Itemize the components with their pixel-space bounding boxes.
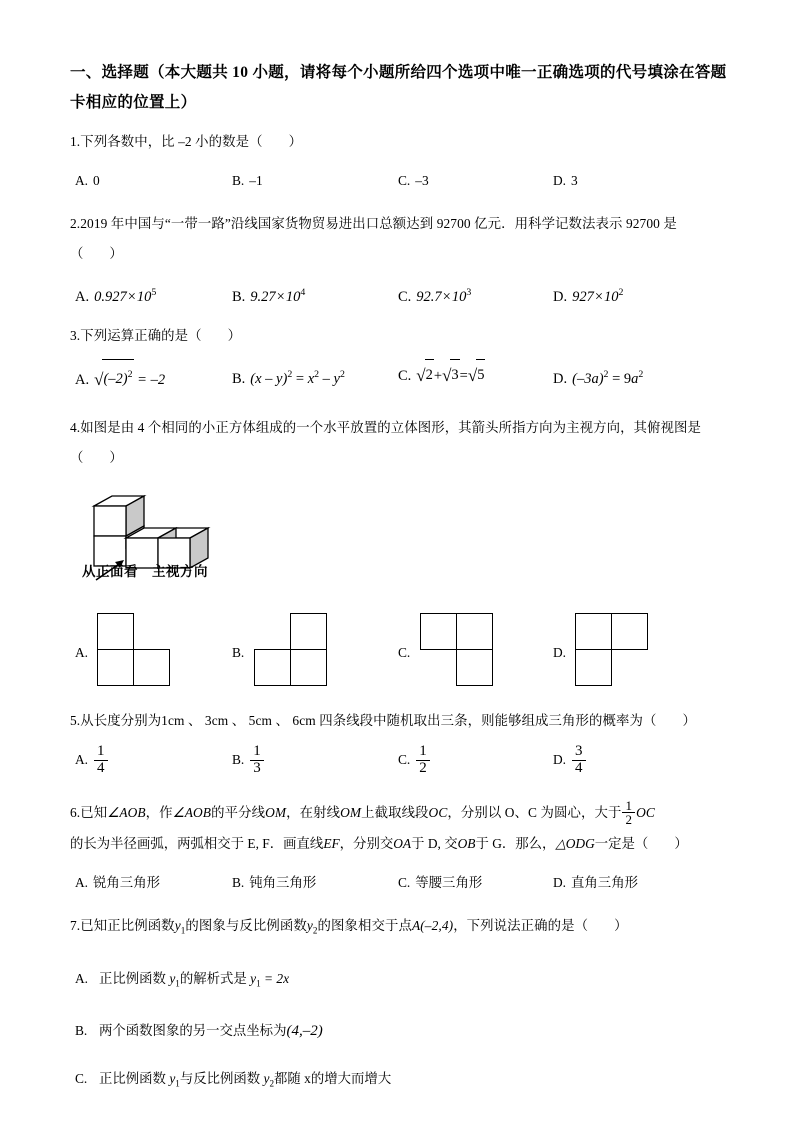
q3-option-c[interactable] [398,360,485,391]
q3-option-b-minus: – [322,370,330,387]
q3-option-b-lhs: (x – y) [250,370,288,387]
q7-option-a-v2: y [250,970,257,986]
q1-stem-close: ） [288,134,303,149]
grid-cell-bottom-left [97,649,134,686]
q3-option-a[interactable] [75,360,165,395]
q7-stem-b: 的图象与反比例函数 [185,918,307,934]
q1-option-d[interactable] [553,166,578,196]
square-root-icon-3: √3 [442,360,460,391]
q6-oc-1: OC [428,805,448,820]
q2-option-c-mantissa: 92.7 [416,288,442,305]
q3-option-b-r2-exp: 2 [339,369,345,380]
q2-option-a-base: 10 [136,288,152,305]
q2-option-b-times: × [276,288,285,305]
q1-option-b-text: –1 [249,173,263,188]
q3-option-d-lhs: (–3a) [572,370,604,387]
question-5-options [70,745,730,789]
grid-cell-bottom-left [254,649,291,686]
q6-frac-denominator: 2 [622,812,635,827]
q3-option-c-eq: = [459,368,468,384]
q3-option-d-lhs-exp: 2 [603,369,609,380]
q3-option-d-coef: 9 [623,370,632,387]
grid-cell-top-left [97,613,134,650]
q5-option-a-numerator: 1 [97,743,105,759]
q5-option-c-fraction [416,744,430,777]
q6-option-a-label: A. [75,875,89,891]
q6-l1e: 上截取线段 [361,805,429,820]
q7-option-c-v1-sub: 1 [175,1079,180,1090]
q3-option-b-r1-exp: 2 [314,369,320,380]
q2-option-d-exp: 2 [618,287,624,298]
q5-option-a-fraction [94,744,108,777]
q6-option-c[interactable] [398,868,482,898]
q7-stem-d: ，下列说法正确的是（ [453,918,589,934]
q7-option-c-v2: y [263,1071,270,1087]
q3-option-c-t1: 2 [425,359,434,390]
q2-option-b-label: B. [232,288,246,305]
grid-cell-bottom-right [290,649,327,686]
q2-option-b-exp: 4 [300,287,306,298]
q1-option-c[interactable] [398,166,429,196]
q3-option-c-t3: 5 [476,359,485,390]
q7-option-b-t1: 两个函数图象的另一交点坐标为 [99,1023,287,1039]
q6-oc-2: OC [636,805,655,820]
q2-option-c-exp: 3 [466,287,472,298]
grid-cell-top-left [420,613,457,650]
q7-stem-a: 7.已知正比例函数 [70,918,175,934]
question-3-stem [70,322,730,350]
q6-l1c: 的平分线 [211,805,266,820]
q5-stem-close: ） [682,713,696,728]
grid-cell-top-left [575,613,612,650]
q7-option-b-coords: (4,–2) [286,1023,323,1040]
q3-option-a-radicand: (–2) [103,370,128,387]
q3-stem-text: 3.下列运算正确的是（ [70,328,202,343]
square-root-icon-4: √5 [468,360,486,391]
q5-option-b-numerator: 1 [253,743,261,759]
q3-option-d-label: D. [553,370,568,387]
q5-option-a-label: A. [75,752,89,768]
grid-cell-bottom-right [133,649,170,686]
q7-y1-sub: 1 [180,925,186,936]
q7-option-a-label: A. [75,970,89,986]
q6-oa: OA [393,836,412,852]
q6-l1f: ，分别以 O、C 为圆心，大于 [447,805,622,820]
q2-paren-open: （ [70,246,84,261]
q2-option-a-times: × [127,288,136,305]
q6-option-c-label: C. [398,875,411,891]
q5-stem-text: 5.从长度分别为1cm 、 3cm 、 5cm 、 6cm 四条线段中随机取出三条，则能够组成三角形的概率为（ [70,713,657,728]
q5-option-d-fraction [572,744,586,777]
q2-option-b[interactable] [232,278,305,312]
grid-cell-top-right [290,613,327,650]
q2-option-c-label: C. [398,288,412,305]
q7-option-c-t3: 都随 x的增大而增大 [274,1071,392,1087]
q6-angle-aob-1: ∠AOB [107,805,146,820]
grid-cell-bottom-left [575,649,612,686]
q4-paren-close: ） [109,450,123,465]
q2-option-b-base: 10 [285,288,301,305]
question-6-stem-line1 [70,799,730,828]
q6-l2d: 于 G．那么， [475,836,556,852]
q4-option-b-label: B. [232,645,245,660]
q7-option-b[interactable] [70,1017,730,1045]
grid-cell-bottom-right [456,649,493,686]
q5-option-b-denominator: 3 [250,760,264,777]
question-2-blank [70,240,730,268]
question-3-options [70,360,730,404]
q7-y1: y [174,918,181,934]
q2-option-a[interactable] [75,278,156,312]
q2-option-c-times: × [442,288,451,305]
question-1-stem [70,128,730,156]
square-root-icon: $√(-2)^2$ [94,360,133,395]
question-2-options [70,278,730,312]
q3-option-c-t2: 3 [450,359,459,390]
q7-y2: y [306,918,313,934]
q7-y2-sub: 2 [312,925,318,936]
q7-option-a-t2: 的解析式是 [179,970,247,986]
q5-option-c-numerator: 1 [419,743,427,759]
q7-option-a-v2-sub: 1 [256,978,261,989]
q1-option-a[interactable] [75,166,100,196]
q3-option-d-var: a [631,370,639,387]
q2-option-c[interactable] [398,278,471,312]
q4-option-a-grid [97,613,171,687]
q5-option-a-denominator: 4 [94,760,108,777]
cube-figure-caption [82,560,292,580]
caption-main-direction: 主视方向 [152,564,208,580]
q2-option-a-label: A. [75,288,90,305]
q2-option-a-exp: 5 [151,287,157,298]
q1-option-d-text: 3 [571,173,578,188]
q6-l1a: 6.已知 [70,805,108,820]
q2-option-c-base: 10 [451,288,467,305]
q6-om-2: OM [340,805,362,820]
question-4-options [70,607,730,697]
square-root-icon-2: √2 [416,360,434,391]
q5-option-a[interactable] [75,745,109,778]
q6-l2a: 的长为半径画弧，两弧相交于 E, F．画直线 [70,836,324,852]
q3-option-b-r2: y [333,370,340,387]
caption-front-view: 从正面看 [82,564,138,580]
q3-option-d-eq: = [612,370,621,387]
q6-l2b: ，分别交 [339,836,394,852]
q3-option-b-lhs-exp: 2 [287,369,293,380]
q2-paren-close: ） [109,246,123,261]
question-6-stem-line2 [70,830,730,858]
q7-option-b-label: B. [75,1023,88,1039]
q5-option-b[interactable] [232,745,265,778]
q4-paren-open: （ [70,450,84,465]
q3-option-a-rhs: = –2 [137,371,166,388]
q7-option-c[interactable] [70,1065,730,1098]
q7-option-a-v1: y [169,970,176,986]
q4-option-c-label: C. [398,645,411,660]
grid-cell-top-right [456,613,493,650]
q6-option-a-text: 锐角三角形 [93,875,160,891]
q4-option-a-label: A. [75,645,89,660]
q3-stem-close: ） [227,328,242,343]
q5-option-c-label: C. [398,752,411,768]
q4-option-c-grid [420,613,494,687]
q6-option-b[interactable] [232,868,316,898]
question-4-stem: 4.如图是由 4 个相同的小正方体组成的一个水平放置的立体图形，其箭头所指方向为主视方向，其俯视图是 [70,420,702,435]
q1-option-c-label: C. [398,173,411,188]
q2-option-d-mantissa: 927 [572,288,594,305]
q6-option-d-label: D. [553,875,567,891]
q5-option-b-label: B. [232,752,245,768]
q6-triangle-odg: △ODG [555,836,595,852]
q5-option-b-fraction [250,744,264,777]
question-2-stem: 2.2019 年中国与“一带一路”沿线国家货物贸易进出口总额达到 92700 亿元．用科学记数法表示 92700 是 [70,216,677,231]
q6-frac-numerator: 1 [625,797,633,813]
q7-option-c-label: C. [75,1071,88,1087]
q7-point-a: A(–2,4) [411,918,454,934]
q6-option-d[interactable] [553,868,638,898]
q5-option-d-numerator: 3 [575,743,583,759]
q2-option-b-mantissa: 9.27 [250,288,276,305]
q7-stem-c: 的图象相交于点 [317,918,412,934]
q7-option-a-t1: 正比例函数 [99,970,166,986]
q3-option-c-label: C. [398,368,412,384]
q7-option-c-v1: y [169,1071,176,1087]
q6-option-a[interactable] [75,868,160,898]
q4-option-d-grid [575,613,649,687]
q3-option-b-r1: x [307,370,315,387]
q3-option-b-eq: = [295,370,305,387]
q3-option-a-label: A. [75,371,90,388]
q6-ef: EF [323,836,340,852]
q7-option-c-v2-sub: 2 [269,1079,275,1090]
q7-option-a-t3: = 2x [264,970,290,986]
question-5-stem [70,707,730,735]
q6-l1b: ，作 [145,805,173,820]
question-6-options [70,868,730,902]
q2-option-d-label: D. [553,288,568,305]
q7-option-a-v1-sub: 1 [175,978,180,989]
question-1-options [70,166,730,200]
cube-solid-figure [82,488,282,593]
q7-option-a[interactable] [70,965,730,998]
q4-option-b-grid [254,613,328,687]
q5-option-d-label: D. [553,752,567,768]
q2-option-d[interactable] [553,278,623,312]
q7-option-c-t2: 与反比例函数 [179,1071,261,1087]
q6-ob: OB [457,836,476,852]
q2-option-d-times: × [594,288,604,305]
q6-option-b-text: 钝角三角形 [249,875,317,891]
q6-option-b-label: B. [232,875,245,891]
section-title: 一、选择题（本大题共 10 小题，请将每个小题所给四个选项中唯一正确选项的代号填涂在答题卡相应的位置上） [70,64,727,111]
q3-option-d-exp: 2 [638,369,644,380]
q1-option-d-label: D. [553,173,567,188]
q5-option-d[interactable] [553,745,587,778]
q3-option-d[interactable] [553,360,643,394]
q6-l1d: ，在射线 [286,805,341,820]
q6-option-d-text: 直角三角形 [571,875,638,891]
q4-option-d-label: D. [553,645,567,660]
q3-option-b-label: B. [232,370,246,387]
question-4-blank [70,444,730,472]
page-content [70,58,730,1098]
q1-option-a-text: 0 [93,173,100,188]
question-7-stem [70,912,730,945]
q6-l2e: 一定是（ [594,836,649,852]
q1-option-c-text: –3 [415,173,429,188]
q3-option-a-radicand-exp: 2 [127,369,133,380]
q6-l2c: 于 D, 交 [411,836,458,852]
q1-option-b[interactable] [232,166,263,196]
q5-option-c[interactable] [398,745,431,778]
q5-option-c-denominator: 2 [416,760,430,777]
q7-option-c-t1: 正比例函数 [99,1071,166,1087]
q6-half-fraction [622,799,635,827]
q1-stem-text: 1.下列各数中，比 –2 小的数是（ [70,134,263,149]
q6-angle-aob-2: ∠AOB [172,805,212,820]
q7-close: ） [614,918,628,934]
q6-om-1: OM [265,805,287,820]
q6-option-c-text: 等腰三角形 [415,875,483,891]
q3-option-c-plus: + [433,368,443,384]
q2-option-d-base: 10 [604,288,619,305]
q1-option-b-label: B. [232,173,245,188]
grid-cell-top-right [611,613,648,650]
q5-option-d-denominator: 4 [572,760,586,777]
q6-close: ） [674,836,688,852]
q1-option-a-label: A. [75,173,89,188]
q2-option-a-mantissa: 0.927 [94,288,127,305]
q3-option-b[interactable] [232,360,345,394]
